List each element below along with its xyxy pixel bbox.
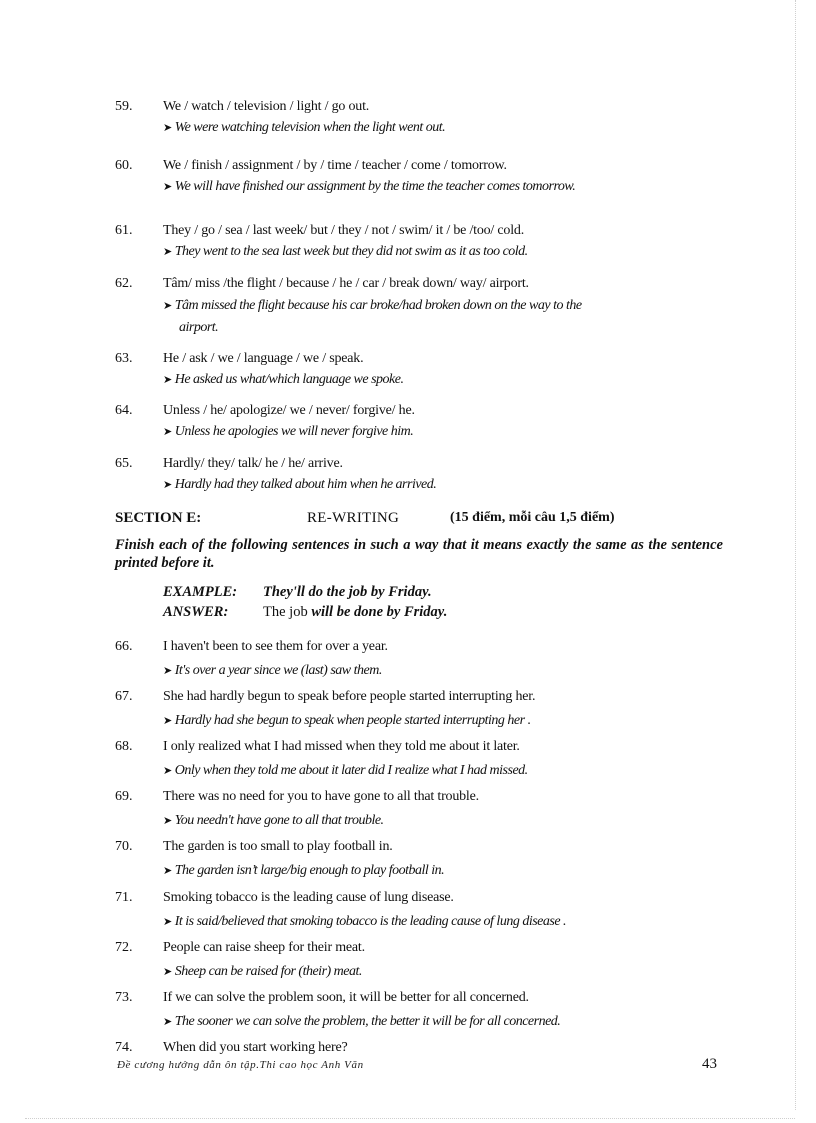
section-instruction: Finish each of the following sentences in such a way that it means exactly the same as the sentence printed before it. (115, 537, 723, 571)
section-title: RE-WRITING (307, 510, 400, 526)
question-prompt: Unless / he/ apologize/ we / never/ forgive/ he. (163, 403, 415, 418)
example-answer-line (163, 603, 447, 621)
answer-text: Only when they told me about it later did I realize what I had missed. (174, 763, 528, 778)
answer-text: It is said/believed that smoking tobacco is the leading cause of lung disease . (174, 914, 567, 929)
arrowhead-icon: ➤ (163, 715, 172, 727)
question-prompt: I haven't been to see them for over a year. (163, 639, 388, 654)
arrowhead-icon: ➤ (163, 122, 172, 134)
question-number: 62. (115, 276, 133, 291)
arrowhead-icon: ➤ (163, 1016, 172, 1028)
answer-text: Hardly had she begun to speak when people started interrupting her . (174, 713, 531, 728)
arrowhead-icon: ➤ (163, 374, 172, 386)
question-prompt: Tâm/ miss /the flight / because / he / car / break down/ way/ airport. (163, 276, 529, 291)
arrowhead-icon: ➤ (163, 865, 172, 877)
answer-text: He asked us what/which language we spoke. (174, 372, 404, 387)
answer-text: Unless he apologies we will never forgive him. (174, 424, 414, 439)
question-prompt: When did you start working here? (163, 1040, 348, 1055)
question-number: 66. (115, 639, 133, 654)
example-line (163, 583, 432, 601)
answer-text: They went to the sea last week but they did not swim as it as too cold. (174, 244, 528, 259)
answer-text: It's over a year since we (last) saw them. (174, 663, 382, 678)
answer-text: The garden isn’t large/big enough to play football in. (174, 863, 445, 878)
question-prompt: Smoking tobacco is the leading cause of lung disease. (163, 890, 454, 905)
arrowhead-icon: ➤ (163, 426, 172, 438)
question-prompt: He / ask / we / language / we / speak. (163, 351, 364, 366)
question-prompt: They / go / sea / last week/ but / they / not / swim/ it / be /too/ cold. (163, 223, 525, 238)
question-number: 74. (115, 1040, 133, 1055)
answer-text: The sooner we can solve the problem, the better it will be for all concerned. (174, 1014, 561, 1029)
answer-line (163, 913, 723, 931)
question-number: 68. (115, 739, 133, 754)
question-number: 70. (115, 839, 133, 854)
page-border-right (795, 0, 796, 1110)
question-prompt: We / watch / television / light / go out. (163, 99, 370, 114)
answer-line (163, 963, 723, 981)
question-number: 73. (115, 990, 133, 1005)
answer-line (163, 712, 723, 730)
question-number: 64. (115, 403, 133, 418)
question-prompt: There was no need for you to have gone to all that trouble. (163, 789, 479, 804)
example-answer-plain: The job (263, 604, 312, 620)
answer-line (163, 762, 723, 780)
answer-line (163, 1013, 723, 1031)
question-prompt: She had hardly begun to speak before people started interrupting her. (163, 689, 536, 704)
arrowhead-icon: ➤ (163, 966, 172, 978)
answer-text: Sheep can be raised for (their) meat. (174, 964, 362, 979)
section-label: SECTION E: (115, 510, 202, 526)
example-answer-bold: will be done by Friday. (311, 604, 448, 620)
question-prompt: We / finish / assignment / by / time / teacher / come / tomorrow. (163, 158, 507, 173)
example-text: They'll do the job by Friday. (263, 584, 432, 600)
question-number: 69. (115, 789, 133, 804)
answer-line (163, 812, 723, 830)
question-number: 59. (115, 99, 133, 114)
answer-line (163, 119, 723, 137)
answer-text: You needn't have gone to all that trouble. (174, 813, 384, 828)
answer-line (163, 178, 723, 196)
answer-line (163, 476, 723, 494)
answer-text: We will have finished our assignment by the time the teacher comes tomorrow. (174, 179, 576, 194)
question-number: 72. (115, 940, 133, 955)
answer-line (163, 243, 723, 261)
answer-label: ANSWER: (163, 604, 229, 620)
question-number: 63. (115, 351, 133, 366)
answer-line (163, 295, 723, 338)
arrowhead-icon: ➤ (163, 479, 172, 491)
question-number: 60. (115, 158, 133, 173)
answer-line (163, 423, 723, 441)
arrowhead-icon: ➤ (163, 916, 172, 928)
question-number: 61. (115, 223, 133, 238)
question-prompt: People can raise sheep for their meat. (163, 940, 365, 955)
page-footer-text: Đề cương hướng dẫn ôn tập.Thi cao học Anh Văn (117, 1059, 364, 1071)
question-prompt: I only realized what I had missed when they told me about it later. (163, 739, 520, 754)
answer-line (163, 371, 723, 389)
answer-text: Tâm missed the flight because his car broke/had broken down on the way to the (174, 298, 582, 313)
answer-text-continuation: airport. (179, 320, 219, 335)
arrowhead-icon: ➤ (163, 815, 172, 827)
page-number: 43 (702, 1056, 717, 1072)
question-number: 71. (115, 890, 133, 905)
question-prompt: Hardly/ they/ talk/ he / he/ arrive. (163, 456, 343, 471)
question-prompt: If we can solve the problem soon, it will be better for all concerned. (163, 990, 529, 1005)
arrowhead-icon: ➤ (163, 300, 172, 312)
arrowhead-icon: ➤ (163, 665, 172, 677)
page-border-bottom (25, 1118, 795, 1119)
answer-line (163, 862, 723, 880)
answer-text: We were watching television when the light went out. (174, 120, 446, 135)
example-label: EXAMPLE: (163, 584, 238, 600)
question-number: 67. (115, 689, 133, 704)
question-prompt: The garden is too small to play football in. (163, 839, 393, 854)
answer-line (163, 662, 723, 680)
question-number: 65. (115, 456, 133, 471)
arrowhead-icon: ➤ (163, 181, 172, 193)
answer-text: Hardly had they talked about him when he arrived. (174, 477, 437, 492)
section-points: (15 điểm, mỗi câu 1,5 điểm) (450, 510, 615, 525)
section-heading (115, 510, 735, 530)
arrowhead-icon: ➤ (163, 765, 172, 777)
arrowhead-icon: ➤ (163, 246, 172, 258)
